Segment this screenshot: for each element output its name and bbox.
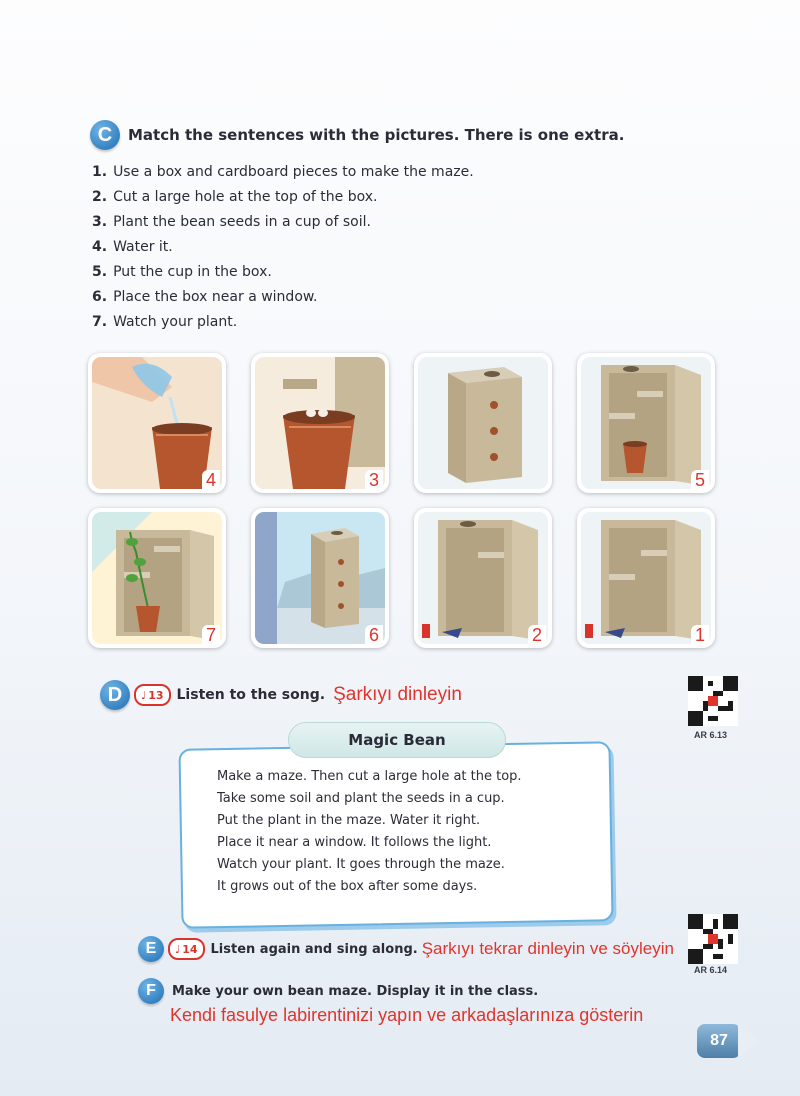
section-e-instruction: Listen again and sing along. <box>210 941 418 957</box>
qr-code-ar-6-13[interactable] <box>688 676 738 726</box>
picture-tile[interactable] <box>251 353 389 493</box>
step-text: Plant the bean seeds in a cup of soil. <box>113 214 371 230</box>
section-f-translation: Kendi fasulye labirentinizi yapın ve arkadaşlarınıza gösterin <box>170 1005 644 1025</box>
step-number: 4. <box>92 239 108 255</box>
picture-number: 3 <box>365 470 383 491</box>
lyric-line: Put the plant in the maze. Water it right. <box>217 813 481 828</box>
step-item <box>92 310 730 335</box>
section-f-badge: F <box>138 978 164 1004</box>
track-number: 13 <box>148 688 164 702</box>
lyric-line: It grows out of the box after some days. <box>217 879 478 894</box>
step-item <box>92 210 730 235</box>
step-text: Use a box and cardboard pieces to make the maze. <box>113 164 474 180</box>
picture-number: 2 <box>528 625 546 646</box>
seed-cup-icon <box>255 357 385 489</box>
picture-number: 6 <box>365 625 383 646</box>
step-number: 6. <box>92 289 108 305</box>
step-number: 3. <box>92 214 108 230</box>
step-number: 2. <box>92 189 108 205</box>
section-c-heading <box>90 120 730 150</box>
step-item <box>92 160 730 185</box>
lyric-line: Place it near a window. It follows the light. <box>217 835 492 850</box>
picture-number: 1 <box>691 625 709 646</box>
audio-track-13-button[interactable] <box>134 684 171 706</box>
picture-tile[interactable] <box>88 353 226 493</box>
step-item <box>92 185 730 210</box>
picture-number: 5 <box>691 470 709 491</box>
step-number: 5. <box>92 264 108 280</box>
headphones-icon: ♩ <box>141 688 147 702</box>
section-f <box>138 978 538 1004</box>
maze-box-icon <box>581 512 711 644</box>
song-title: Magic Bean <box>288 722 506 758</box>
closed-box-icon <box>418 357 548 489</box>
step-item <box>92 260 730 285</box>
step-text: Place the box near a window. <box>113 289 318 305</box>
qr-code-icon <box>688 676 738 726</box>
page-corner-arrow-icon <box>738 1024 760 1058</box>
section-c-instruction: Match the sentences with the pictures. There is one extra. <box>128 126 625 144</box>
qr-code-ar-6-14[interactable] <box>688 914 738 964</box>
step-number: 1. <box>92 164 108 180</box>
audio-track-14-button[interactable] <box>168 938 205 960</box>
page-number: 87 <box>697 1024 741 1058</box>
qr-label: AR 6.13 <box>694 730 728 740</box>
song-lyrics <box>217 766 522 898</box>
picture-tile[interactable] <box>88 508 226 648</box>
qr-code-icon <box>688 914 738 964</box>
picture-tile[interactable] <box>414 508 552 648</box>
section-f-instruction: Make your own bean maze. Display it in the class. <box>172 983 539 999</box>
box-by-window-icon <box>255 512 385 644</box>
picture-tile[interactable] <box>414 353 552 493</box>
headphones-icon: ♩ <box>175 942 181 956</box>
watering-cup-icon <box>92 357 222 489</box>
picture-number: 7 <box>202 625 220 646</box>
section-d <box>100 680 462 710</box>
section-e-translation: Şarkıyı tekrar dinleyin ve söyleyin <box>421 939 674 958</box>
step-text: Cut a large hole at the top of the box. <box>113 189 378 205</box>
picture-number: 4 <box>202 470 220 491</box>
growing-plant-icon <box>92 512 222 644</box>
picture-tile[interactable] <box>251 508 389 648</box>
lyric-line: Make a maze. Then cut a large hole at the top. <box>217 769 522 784</box>
track-number: 14 <box>182 942 198 956</box>
section-d-translation: Şarkıyı dinleyin <box>333 684 462 705</box>
step-number: 7. <box>92 314 108 330</box>
section-d-badge: D <box>100 680 130 710</box>
step-item <box>92 235 730 260</box>
step-text: Watch your plant. <box>113 314 238 330</box>
box-with-hole-icon <box>418 512 548 644</box>
step-text: Water it. <box>113 239 173 255</box>
section-e-badge: E <box>138 936 164 962</box>
step-list <box>92 160 730 335</box>
step-text: Put the cup in the box. <box>113 264 272 280</box>
qr-label: AR 6.14 <box>694 965 728 975</box>
section-d-instruction: Listen to the song. <box>176 687 326 703</box>
cup-in-box-icon <box>581 357 711 489</box>
picture-tile[interactable] <box>577 508 715 648</box>
picture-tile[interactable] <box>577 353 715 493</box>
lyric-line: Take some soil and plant the seeds in a cup. <box>217 791 505 806</box>
section-c-badge: C <box>90 120 120 150</box>
step-item <box>92 285 730 310</box>
section-c <box>90 120 730 335</box>
lyric-line: Watch your plant. It goes through the maze. <box>217 857 505 872</box>
section-e <box>138 936 674 962</box>
